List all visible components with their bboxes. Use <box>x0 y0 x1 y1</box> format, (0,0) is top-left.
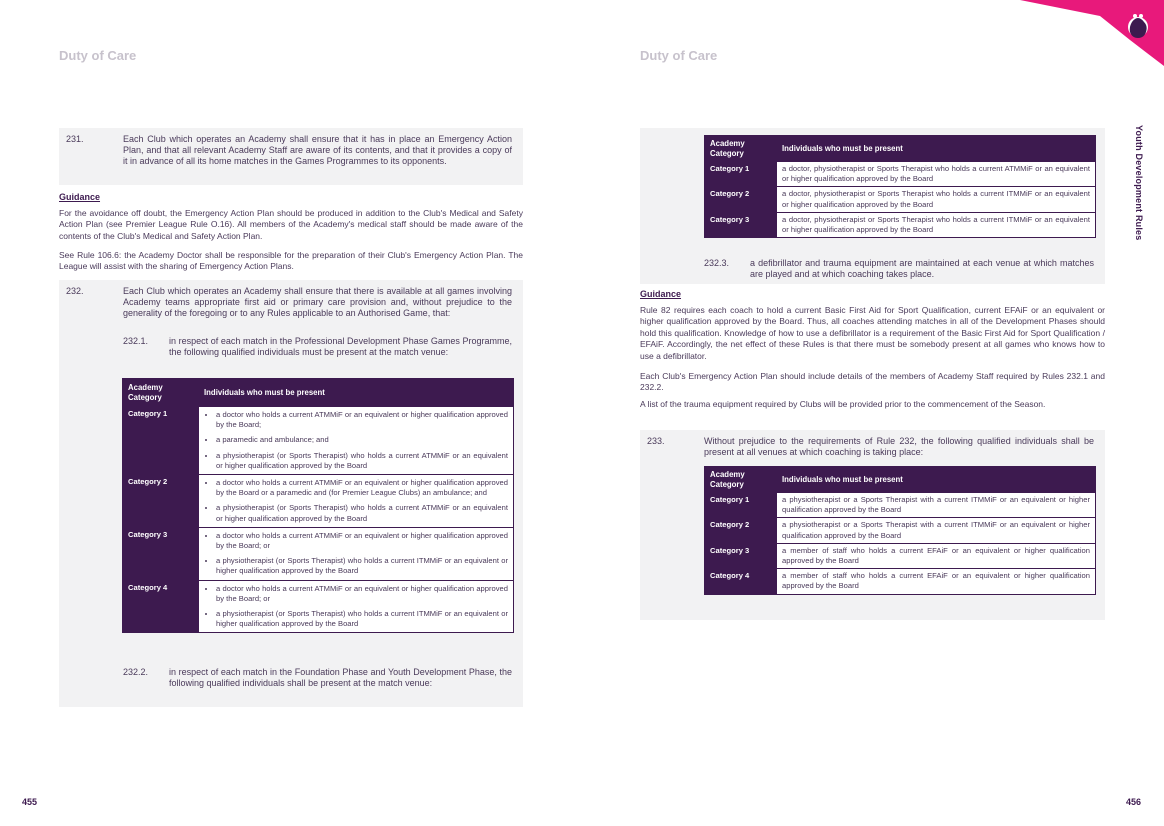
category-cell: Category 3 <box>705 212 777 237</box>
rule-number: 232. <box>66 286 84 296</box>
requirements-list <box>204 531 508 577</box>
table-row <box>123 475 514 528</box>
table-row <box>705 493 1096 518</box>
table-row <box>123 580 514 633</box>
requirements-cell: a physiotherapist or a Sports Therapist with a current ITMMiF or an equivalent or higher qualification approved by the Board <box>777 518 1096 543</box>
side-chapter-label: Youth Development Rules <box>1134 125 1144 241</box>
rule-text: a defibrillator and trauma equipment are maintained at each venue at which matches are played and at which coaching takes place. <box>750 258 1094 279</box>
requirements-cell: a doctor, physiotherapist or Sports Therapist who holds a current ITMMiF or an equivalent or higher qualification approved by the Board <box>777 187 1096 212</box>
right-guidance-para-1: Rule 82 requires each coach to hold a current Basic First Aid for Sport Qualification, current EFAiF or an equivalent or higher qualification approved by the Board. Thus, all coaches attending matches in all of the Development Phases should hold this qualification. Knowledge of how to use a defibrillator is a requirement of the Basic First Aid for Sport Qualification / EFAiF. Accordingly, the net effect of these Rules is that there must be somebody present at all games who knows how to use a defibrillator. <box>640 305 1105 361</box>
table-header-individuals: Individuals who must be present <box>777 136 1096 162</box>
left-guidance-heading: Guidance <box>59 192 101 202</box>
rule-number: 231. <box>66 134 84 144</box>
table-header-category: Academy Category <box>705 467 777 493</box>
category-cell: Category 2 <box>705 518 777 543</box>
table-row <box>705 187 1096 212</box>
list-item: • a physiotherapist (or Sports Therapist) who holds a current ITMMiF or an equivalent or higher qualification approved by the Board <box>216 556 508 576</box>
category-cell: Category 2 <box>123 475 199 528</box>
table-233 <box>704 466 1096 595</box>
table-row <box>705 543 1096 568</box>
requirements-cell: a doctor, physiotherapist or Sports Therapist who holds a current ITMMiF or an equivalent or higher qualification approved by the Board <box>777 212 1096 237</box>
list-item: • a physiotherapist (or Sports Therapist) who holds a current ITMMiF or an equivalent or higher qualification approved by the Board <box>216 609 508 629</box>
category-cell: Category 4 <box>705 569 777 594</box>
right-guidance-para-3: A list of the trauma equipment required by Clubs will be provided prior to the commencement of the Season. <box>640 399 1046 409</box>
left-section-title: Duty of Care <box>59 48 137 63</box>
rule-text: Each Club which operates an Academy shall ensure that there is available at all games involving Academy teams appropriate first aid or primary care provision and, without prejudice to the generality of the foregoing or to any Rules applicable to an Authorised Game, that: <box>123 286 512 318</box>
table-row <box>705 518 1096 543</box>
corner-brand-banner <box>1020 0 1164 66</box>
list-item: • a doctor who holds a current ATMMiF or an equivalent or higher qualification approved by the Board or a paramedic and (for Premier League Clubs) an ambulance; and <box>216 478 508 498</box>
left-guidance-para-1: For the avoidance off doubt, the Emergency Action Plan should be produced in addition to the Club's Medical and Safety Action Plan (see Premier League Rule O.16). All members of the Academy's medical staff should be made aware of the contents of the Club's Medical and Safety Action Plan. <box>59 208 523 241</box>
list-item: • a physiotherapist (or Sports Therapist) who holds a current ATMMiF or an equivalent or higher qualification approved by the Board <box>216 451 508 471</box>
table-232-1 <box>122 378 514 633</box>
table-232-2 <box>704 135 1096 238</box>
rule-text: in respect of each match in the Foundation Phase and Youth Development Phase, the following qualified individuals shall be present at the match venue: <box>169 667 512 688</box>
requirements-cell <box>199 580 514 633</box>
requirements-list <box>204 478 508 524</box>
category-cell: Category 1 <box>123 407 199 475</box>
requirements-cell: a member of staff who holds a current EFAiF or an equivalent or higher qualification approved by the Board <box>777 569 1096 594</box>
category-cell: Category 3 <box>705 543 777 568</box>
requirements-list <box>204 410 508 471</box>
list-item: • a doctor who holds a current ATMMiF or an equivalent or higher qualification approved by the Board; <box>216 410 508 430</box>
table-header-category: Academy Category <box>705 136 777 162</box>
table-row <box>123 407 514 475</box>
right-page-number: 456 <box>1126 797 1142 807</box>
list-item: • a paramedic and ambulance; and <box>216 435 508 445</box>
left-guidance-para-2: See Rule 106.6: the Academy Doctor shall be responsible for the preparation of their Club's Emergency Action Plan. The League will assist with the sharing of Emergency Action Plans. <box>59 250 523 272</box>
list-item: • a physiotherapist (or Sports Therapist) who holds a current ATMMiF or an equivalent or higher qualification approved by the Board <box>216 503 508 523</box>
rule-number: 232.1. <box>123 336 149 346</box>
rule-number: 232.2. <box>123 667 149 677</box>
rule-text: in respect of each match in the Professional Development Phase Games Programme, the following qualified individuals must be present at the match venue: <box>169 336 512 357</box>
table-header-category: Academy Category <box>123 379 199 407</box>
table-header-individuals: Individuals who must be present <box>199 379 514 407</box>
list-item: • a doctor who holds a current ATMMiF or an equivalent or higher qualification approved by the Board; or <box>216 531 508 551</box>
table-row <box>123 527 514 580</box>
table-row <box>705 569 1096 594</box>
right-guidance-heading: Guidance <box>640 289 682 299</box>
requirements-list <box>204 584 508 630</box>
requirements-cell <box>199 407 514 475</box>
left-page-number: 455 <box>22 797 38 807</box>
category-cell: Category 3 <box>123 527 199 580</box>
category-cell: Category 1 <box>705 493 777 518</box>
rule-number: 233. <box>647 436 665 446</box>
table-header-individuals: Individuals who must be present <box>777 467 1096 493</box>
requirements-cell <box>199 475 514 528</box>
right-guidance-para-2: Each Club's Emergency Action Plan should include details of the members of Academy Staff required by Rules 232.1 and 232.2. <box>640 371 1105 393</box>
requirements-cell <box>199 527 514 580</box>
table-row <box>705 162 1096 187</box>
requirements-cell: a member of staff who holds a current EFAiF or an equivalent or higher qualification approved by the Board <box>777 543 1096 568</box>
category-cell: Category 4 <box>123 580 199 633</box>
requirements-cell: a physiotherapist or a Sports Therapist with a current ITMMiF or an equivalent or higher qualification approved by the Board <box>777 493 1096 518</box>
category-cell: Category 1 <box>705 162 777 187</box>
rule-number: 232.3. <box>704 258 730 268</box>
rule-text: Each Club which operates an Academy shall ensure that it has in place an Emergency Action Plan, and that all relevant Academy Staff are aware of its contents, and that it provides a copy of it in advance of all its home matches in the Games Programmes to its opponents. <box>123 134 512 166</box>
table-row <box>705 212 1096 237</box>
requirements-cell: a doctor, physiotherapist or Sports Therapist who holds a current ATMMiF or an equivalent or higher qualification approved by the Board <box>777 162 1096 187</box>
category-cell: Category 2 <box>705 187 777 212</box>
list-item: • a doctor who holds a current ATMMiF or an equivalent or higher qualification approved by the Board; or <box>216 584 508 604</box>
right-section-title: Duty of Care <box>640 48 718 63</box>
rule-text: Without prejudice to the requirements of Rule 232, the following qualified individuals shall be present at all venues at which coaching is taking place: <box>704 436 1094 457</box>
